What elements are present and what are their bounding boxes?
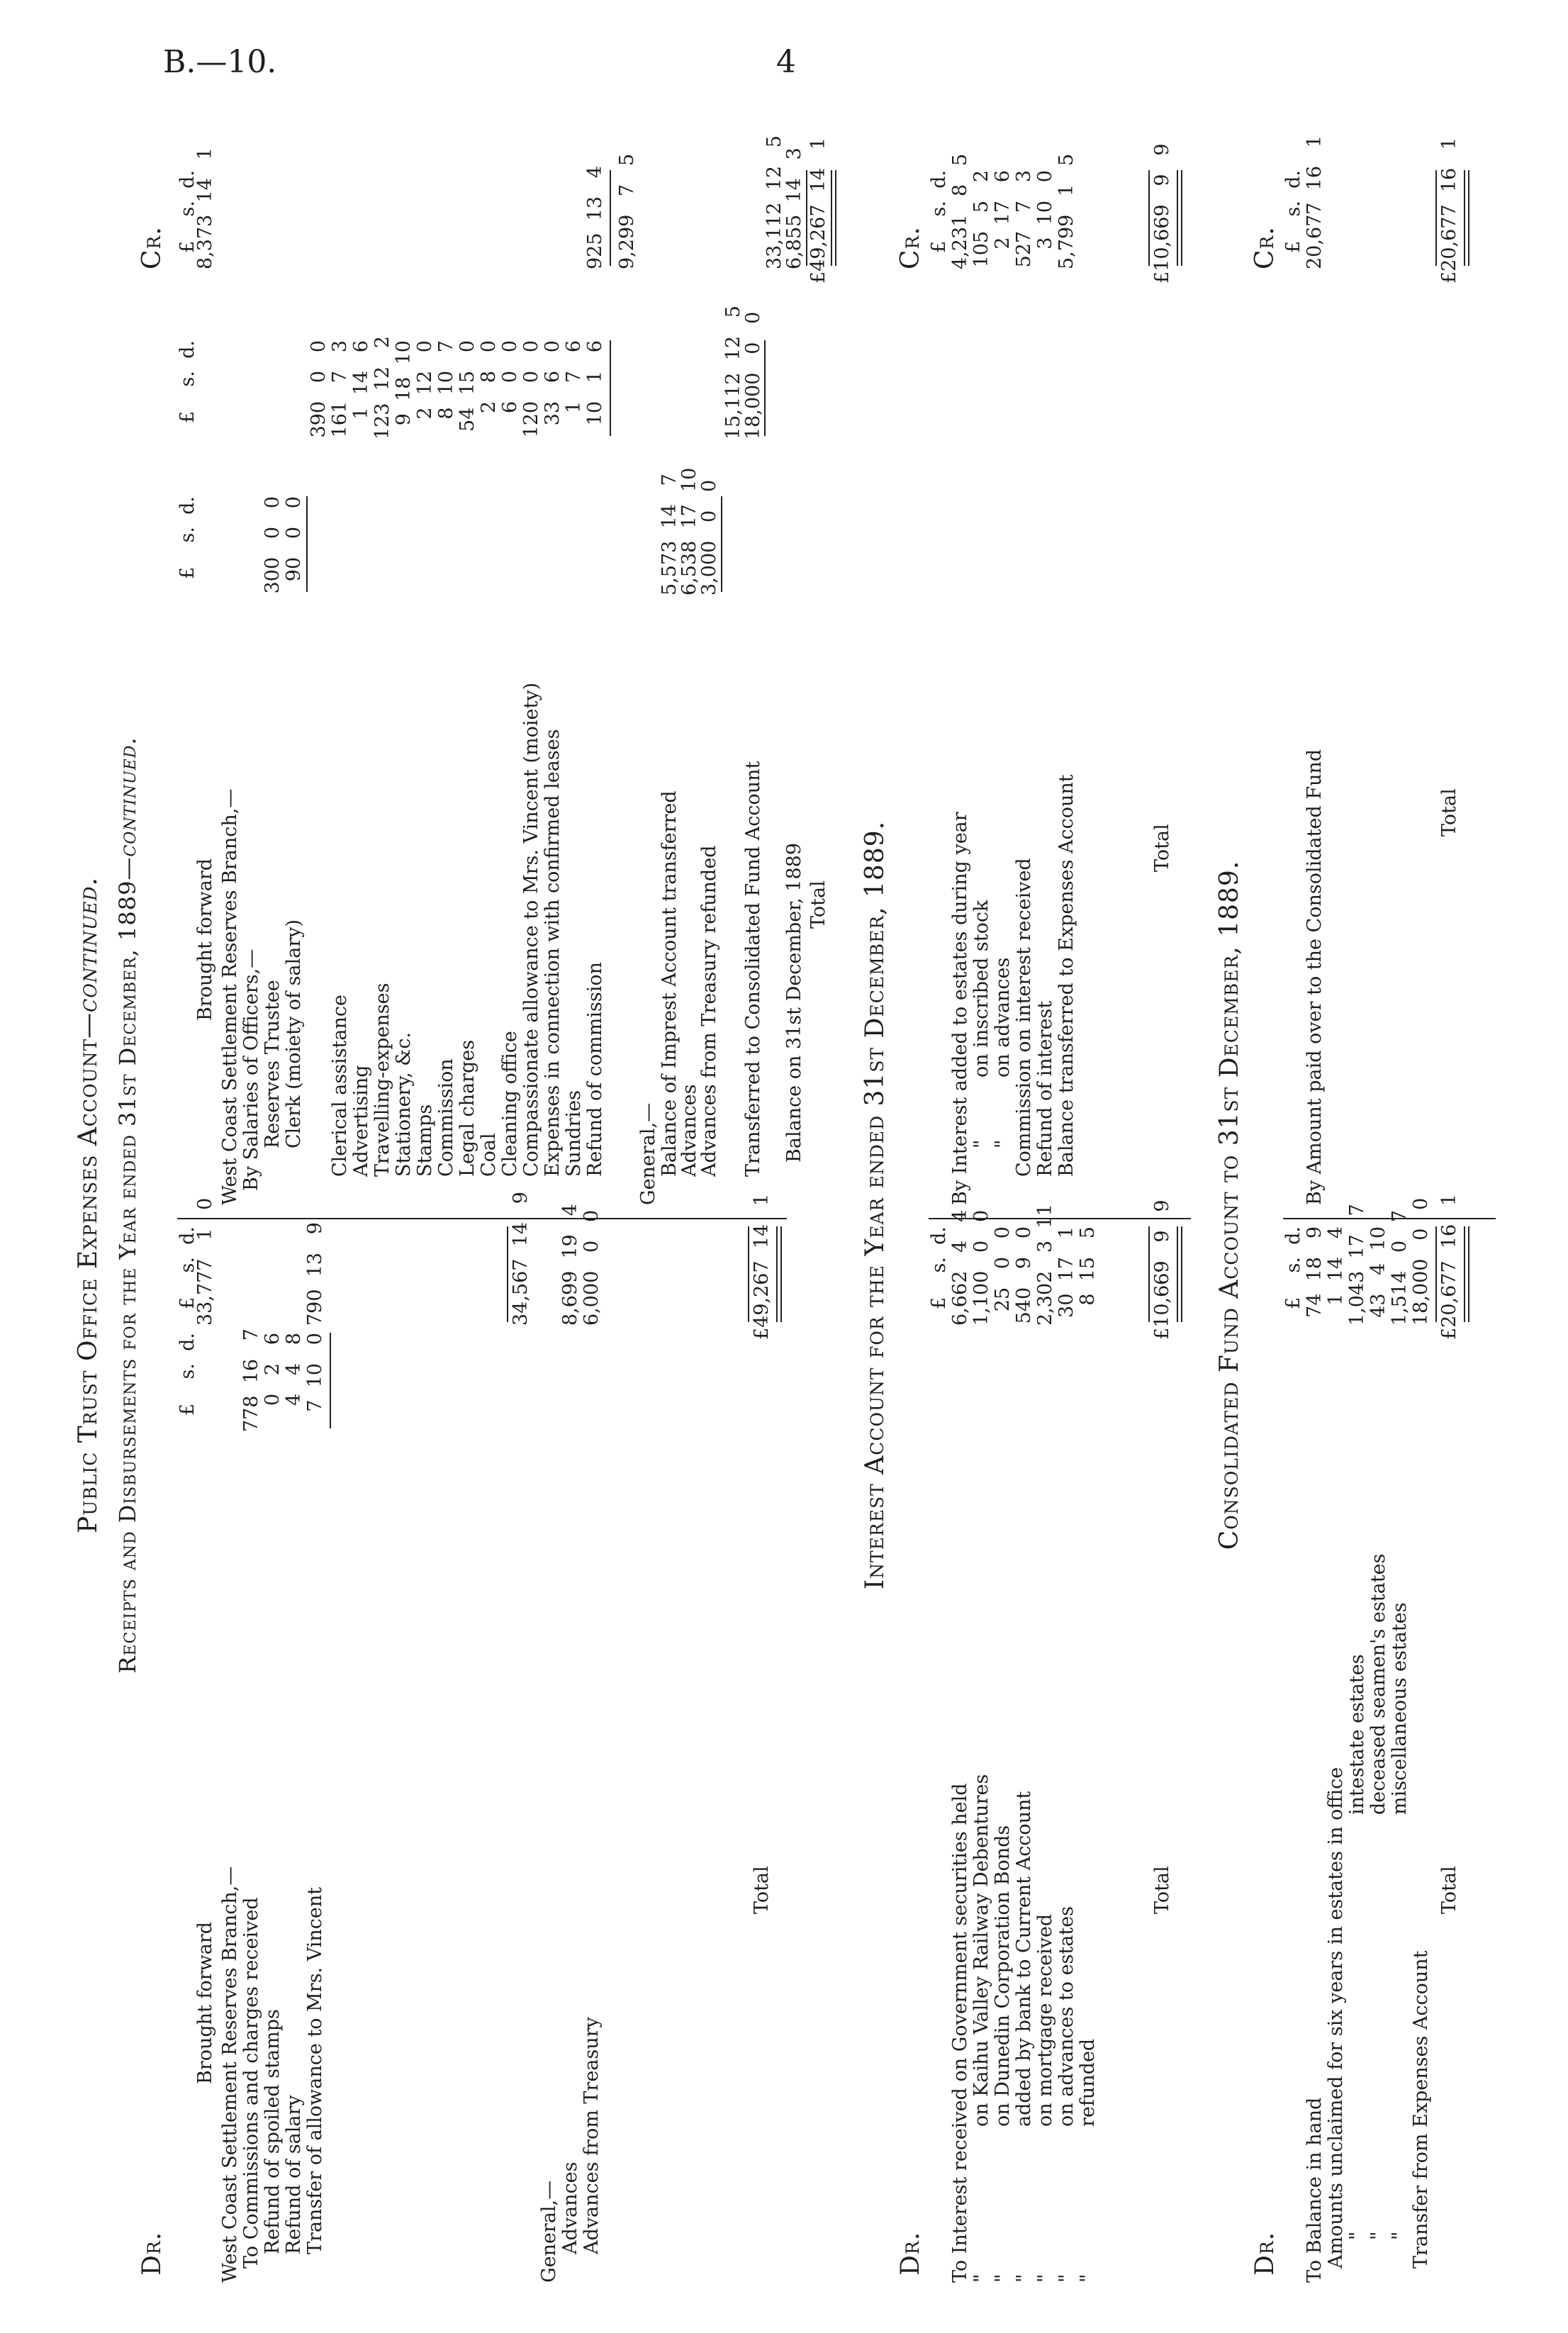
right-item-amt: 6 0 0 (499, 340, 521, 414)
consolidated-left-amt: 1 14 4 (1325, 1226, 1347, 1306)
right-general-label: Advances from Treasury refunded (698, 845, 720, 1177)
double-rule (1464, 1226, 1469, 1322)
consolidated-right-money-head: £ s. d. (1282, 170, 1304, 253)
consolidated-left-label: To Balance in hand (1304, 2097, 1326, 2283)
rule (1435, 1226, 1437, 1322)
expenses-right-money-head-3: £ s. d. (177, 170, 198, 253)
consolidated-left-label: deceased seamen's estates (1367, 1553, 1389, 1815)
left-general-amt: 6,000 0 0 (581, 1209, 603, 1326)
right-salary-amt: 90 0 0 (283, 496, 305, 582)
right-west-coast: West Coast Settlement Reserves Branch,— (219, 788, 241, 1205)
interest-left-amt: 30 17 1 (1055, 1226, 1077, 1318)
right-total-label: Total (807, 880, 829, 929)
right-general-label: Balance of Imprest Account transferred (659, 790, 681, 1177)
consolidated-right-total: £20,677 16 1 (1438, 137, 1460, 284)
right-item-amt: 120 0 0 (520, 340, 542, 438)
interest-right-total: £10,669 9 9 (1151, 143, 1173, 284)
expenses-cr: Cr. (138, 226, 167, 269)
page-number: 4 (776, 44, 796, 80)
interest-right-label: on advances (992, 957, 1014, 1078)
interest-right-label: By Interest added to estates during year (949, 812, 971, 1205)
interest-right-total-label: Total (1151, 824, 1173, 872)
right-west-total: 925 13 4 (584, 166, 606, 269)
left-item-label: Refund of spoiled stamps (262, 2009, 284, 2254)
consolidated-left-amt: 1,043 17 7 (1346, 1204, 1368, 1326)
consolidated-dr: Dr. (1250, 2231, 1279, 2276)
left-item-amt: 778 16 7 (240, 1328, 262, 1432)
ditto-mark: " (1055, 2273, 1077, 2283)
double-rule (1177, 170, 1182, 266)
rule (610, 170, 611, 266)
rule (721, 496, 722, 592)
right-item-label: Clerical assistance (329, 995, 351, 1177)
expenses-subtitle: Receipts and Disbursements for the Year ended 31st December, 1889—continued. (114, 737, 141, 1674)
left-brought-forward: Brought forward (194, 1921, 216, 2084)
right-general-label: Advances (678, 1084, 700, 1177)
right-transferred: Transferred to Consolidated Fund Account (742, 761, 764, 1177)
consolidated-left-amt: 74 18 9 (1304, 1226, 1326, 1318)
consolidated-cr: Cr. (1250, 226, 1279, 269)
consolidated-right-amt: 20,677 16 1 (1304, 135, 1326, 269)
consolidated-left-label: miscellaneous estates (1389, 1602, 1411, 1815)
interest-right-label: on inscribed stock (970, 900, 992, 1078)
expenses-divider (177, 1218, 787, 1219)
right-item-label: Stationery, &c. (393, 1031, 415, 1177)
interest-right-amt: 527 7 3 (1013, 170, 1035, 268)
interest-left-label: To Interest received on Government securities held (949, 1783, 971, 2283)
right-item-amt: 9 18 10 (393, 340, 415, 426)
ditto-mark: " (1346, 2231, 1368, 2240)
expenses-right-money-head-2: £ s. d. (177, 340, 198, 423)
right-salary-label: Reserves Trustee (262, 980, 284, 1148)
right-item-amt: 390 0 0 (308, 340, 330, 438)
consolidated-left-amt: 18,000 0 0 (1410, 1197, 1432, 1326)
rule (1148, 170, 1150, 266)
right-brought-forward: Brought forward (194, 858, 216, 1021)
double-rule (1177, 1226, 1182, 1322)
interest-left-label: on mortgage received (1034, 1913, 1056, 2127)
double-rule (1464, 170, 1469, 266)
right-item-amt: 2 12 0 (414, 340, 436, 420)
double-rule (776, 1226, 782, 1322)
right-general-amt: 5,573 14 7 (659, 474, 681, 595)
right-transferred-amt: 18,000 0 0 (742, 311, 764, 440)
rotated-statement (50, 99, 1524, 2311)
left-west-total: 790 13 9 (304, 1222, 326, 1326)
interest-right-amt: 2 17 6 (992, 170, 1014, 250)
interest-left-total: £10,669 9 9 (1151, 1199, 1173, 1340)
interest-left-label: refunded (1077, 2038, 1099, 2127)
consolidated-title: Consolidated Fund Account to 31st December, 1889. (1215, 860, 1244, 1550)
right-general-amt: 6,538 17 10 (678, 467, 700, 595)
consolidated-left-label: Transfer from Expenses Account (1410, 1950, 1432, 2268)
consolidated-left-amt: 43 4 10 (1367, 1226, 1389, 1318)
interest-left-label: added by bank to Current Account (1013, 1791, 1035, 2127)
ditto-mark: " (1034, 2273, 1056, 2283)
interest-dr: Dr. (896, 2231, 925, 2276)
ditto-mark: " (970, 1139, 992, 1148)
right-item-amt: 10 1 6 (584, 340, 606, 426)
right-item-amt: 8 10 7 (435, 340, 457, 420)
right-item-label: Legal charges (457, 1039, 478, 1177)
left-general-label: Advances from Treasury (581, 2017, 603, 2254)
consolidated-left-money-head: £ s. d. (1282, 1226, 1304, 1309)
right-subtotal: 9,299 7 5 (616, 153, 638, 269)
interest-left-label: on Kaihu Valley Railway Debentures (970, 1774, 992, 2127)
expenses-left-money-head-2: £ s. d. (177, 1226, 198, 1309)
rule (507, 1226, 508, 1322)
expenses-right-money-head: £ s. d. (177, 496, 198, 579)
consolidated-left-total: £20,677 16 1 (1438, 1193, 1460, 1340)
right-item-amt: 1 7 6 (563, 340, 585, 414)
interest-cr: Cr. (896, 226, 925, 269)
right-item-amt: 2 8 0 (478, 340, 500, 414)
right-combined: 33,112 12 5 (763, 135, 785, 269)
interest-title: Interest Account for the Year ended 31st December, 1889. (861, 820, 890, 1590)
consolidated-left-total-label: Total (1438, 1866, 1460, 1914)
right-brought-forward-amt: 8,373 14 1 (194, 147, 216, 269)
ditto-mark: " (1013, 2273, 1035, 2283)
interest-left-amt: 25 0 0 (992, 1226, 1014, 1312)
left-brought-forward-amt: 33,777 1 0 (194, 1197, 216, 1326)
ditto-mark: " (992, 1139, 1014, 1148)
interest-left-label: on advances to estates (1055, 1906, 1077, 2127)
interest-left-total-label: Total (1151, 1866, 1173, 1914)
ditto-mark: " (992, 2273, 1014, 2283)
interest-right-amt: 5,799 1 5 (1055, 153, 1077, 269)
interest-left-amt: 6,662 4 4 (949, 1209, 971, 1326)
right-item-amt: 33 6 0 (542, 340, 564, 426)
expenses-title: Public Trust Office Expenses Account—continued. (74, 877, 103, 1533)
left-total-label: Total (751, 1866, 773, 1914)
page-series: B.—10. (163, 44, 277, 80)
left-item-label: Transfer of allowance to Mrs. Vincent (304, 1886, 326, 2254)
interest-left-amt: 540 9 0 (1013, 1226, 1035, 1324)
consolidated-right-total-label: Total (1438, 788, 1460, 837)
right-item-label: Coal (478, 1133, 500, 1177)
right-item-label: Compassionate allowance to Mrs. Vincent (moiety) (520, 682, 542, 1177)
interest-right-amt: 3 10 0 (1034, 170, 1056, 250)
right-balance-amt: 6,855 14 3 (783, 147, 805, 269)
right-general: General,— (637, 1102, 659, 1205)
rule (1435, 170, 1437, 266)
ditto-mark: " (1389, 2231, 1411, 2240)
interest-left-amt: 2,302 3 11 (1034, 1204, 1056, 1326)
right-item-label: Refund of commission (584, 962, 606, 1177)
left-item-amt: 7 10 0 (304, 1333, 326, 1412)
consolidated-left-label: Amounts unclaimed for six years in estates in office (1325, 1767, 1347, 2268)
left-total: £49,267 14 1 (751, 1193, 773, 1340)
right-total: £49,267 14 1 (807, 137, 829, 284)
left-general-amt: 8,699 19 4 (559, 1204, 581, 1326)
ditto-mark: " (970, 2273, 992, 2283)
left-item-label: Refund of salary (283, 2095, 305, 2254)
interest-left-label: on Dunedin Corporation Bonds (992, 1825, 1014, 2127)
ditto-mark: " (1077, 2273, 1099, 2283)
right-item-label: Stamps (414, 1104, 436, 1177)
left-general: General,— (538, 2180, 560, 2283)
interest-right-label: Commission on interest received (1013, 858, 1035, 1177)
rule (748, 1226, 749, 1322)
right-salary-amt: 300 0 0 (262, 496, 284, 594)
right-salary-label: Clerk (moiety of salary) (283, 919, 305, 1148)
consolidated-left-amt: 1,514 0 7 (1389, 1209, 1411, 1326)
right-item-label: Advertising (350, 1065, 372, 1177)
interest-right-label: Refund of interest (1034, 1000, 1056, 1177)
double-rule (831, 170, 836, 266)
right-general-total: 15,112 12 5 (722, 306, 744, 440)
left-item-label: To Commissions and charges received (240, 1897, 262, 2268)
interest-right-amt: 105 5 2 (970, 170, 992, 268)
expenses-dr: Dr. (138, 2231, 167, 2276)
interest-right-amt: 4,231 8 5 (949, 153, 971, 269)
interest-right-money-head: £ s. d. (928, 170, 950, 253)
left-item-amt: 4 4 8 (283, 1333, 305, 1406)
interest-left-amt: 8 15 5 (1077, 1226, 1099, 1306)
right-item-label: Travelling-expenses (371, 983, 393, 1177)
right-item-label: Cleaning office (499, 1031, 521, 1177)
consolidated-right-label: By Amount paid over to the Consolidated Fund (1304, 749, 1326, 1205)
right-salaries: By Salaries of Officers,— (240, 949, 262, 1191)
rule (610, 340, 611, 436)
right-item-amt: 123 12 2 (371, 336, 393, 440)
right-item-label: Commission (435, 1058, 457, 1177)
right-item-amt: 1 14 6 (350, 340, 372, 420)
expenses-left-money-head: £ s. d. (177, 1333, 198, 1416)
right-item-label: Expenses in connection with confirmed leases (542, 729, 564, 1177)
right-item-label: Sundries (563, 1090, 585, 1177)
left-general-label: Advances (559, 2161, 581, 2254)
right-item-amt: 161 7 3 (329, 340, 351, 438)
right-item-amt: 54 15 0 (457, 340, 478, 432)
rule (1148, 1226, 1150, 1322)
left-west-coast: West Coast Settlement Reserves Branch,— (219, 1866, 241, 2283)
left-subtotal: 34,567 14 9 (510, 1192, 532, 1326)
interest-right-label: Balance transferred to Expenses Account (1055, 774, 1077, 1177)
rule (330, 1333, 331, 1428)
interest-left-amt: 1,100 0 0 (970, 1209, 992, 1326)
right-balance: Balance on 31st December, 1889 (783, 842, 805, 1163)
interest-left-money-head: £ s. d. (928, 1226, 950, 1309)
rule (764, 340, 766, 436)
ditto-mark: " (1367, 2231, 1389, 2240)
right-general-amt: 3,000 0 0 (698, 479, 720, 595)
rule (306, 496, 308, 592)
consolidated-left-label: intestate estates (1346, 1654, 1368, 1815)
left-item-amt: 0 2 6 (262, 1333, 284, 1406)
